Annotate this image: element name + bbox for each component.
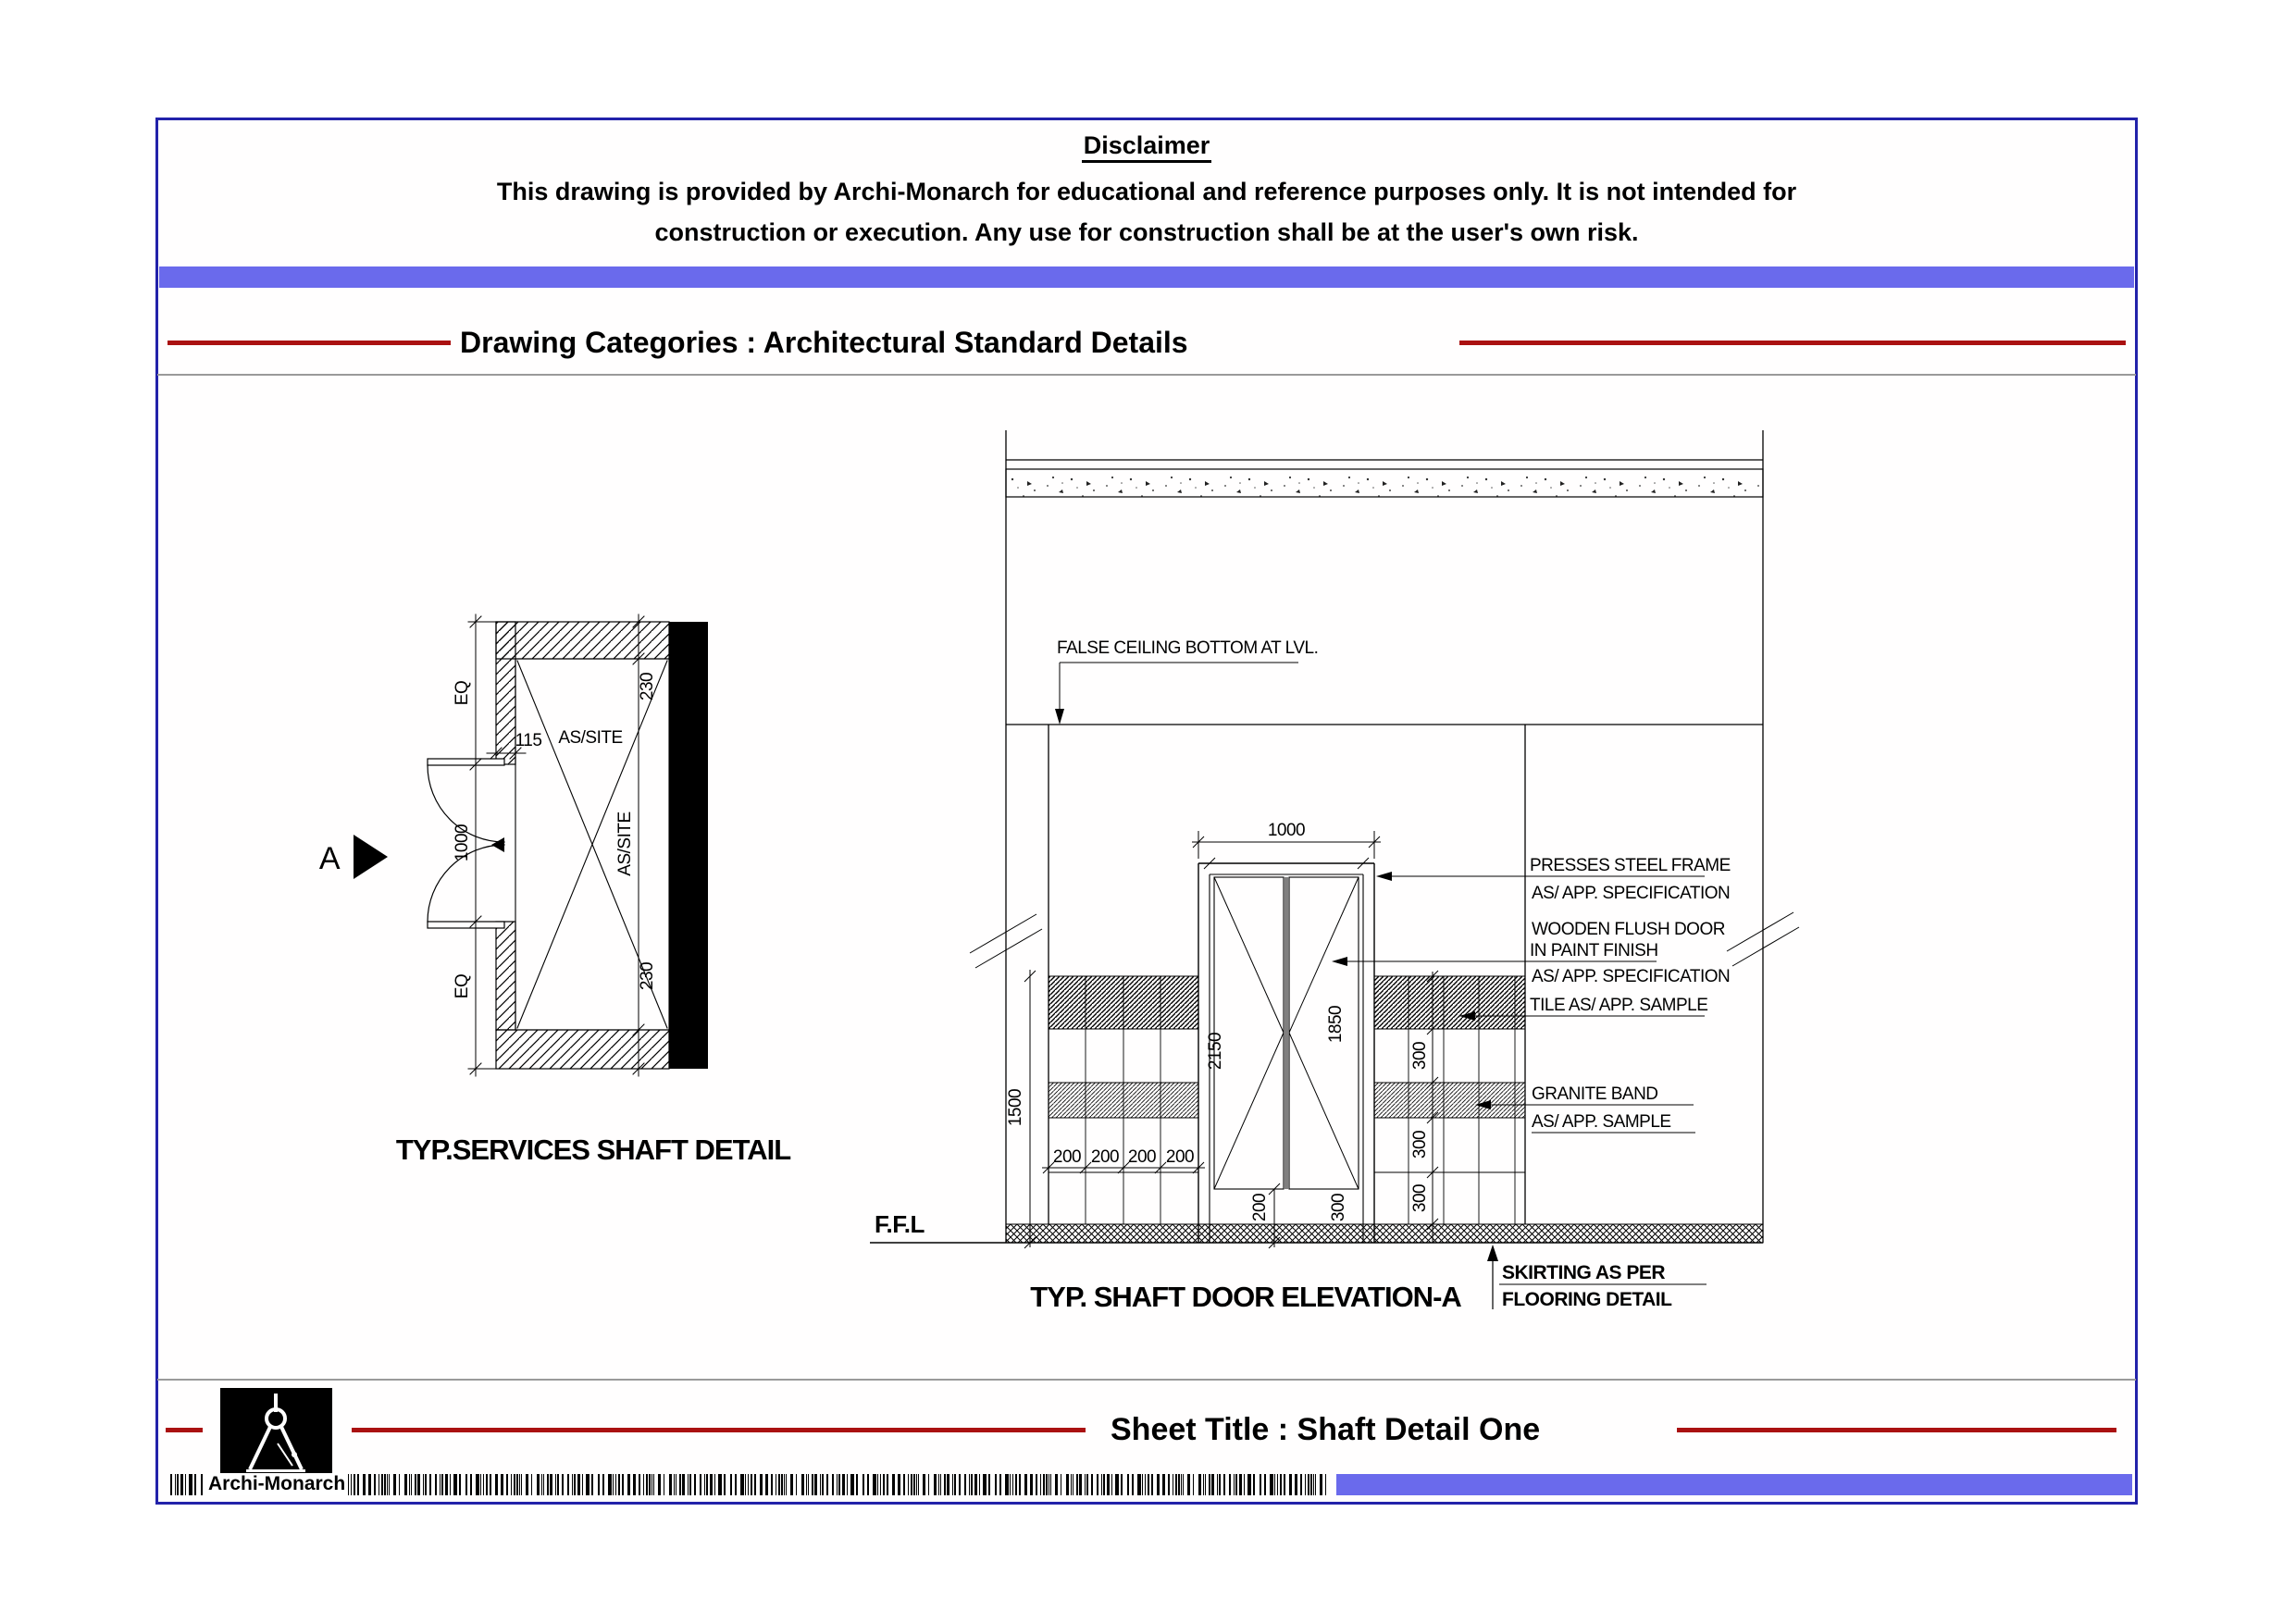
plan-dim-slab-bottom: 230	[638, 961, 657, 991]
brand-logo	[220, 1388, 332, 1477]
plan-dim-eq-bottom: EQ	[453, 973, 472, 999]
category-title: Drawing Categories : Architectural Standard Details	[460, 326, 1188, 359]
footer-rule-left	[352, 1428, 1086, 1432]
elevation-dim-1850: 1850	[1326, 1005, 1346, 1044]
footer-rule-dash	[166, 1428, 203, 1432]
plan-dim-eq-top: EQ	[453, 680, 472, 706]
compass-icon	[220, 1388, 332, 1477]
elevation-note-skirting	[1487, 1245, 1706, 1310]
plan-dim-slab-top: 230	[638, 672, 657, 701]
plan-dim-wall-thickness: 115	[515, 731, 542, 750]
elevation-note-frame	[1376, 856, 1731, 903]
elevation-note-false-ceiling	[1055, 638, 1318, 725]
disclaimer-text-line2: construction or execution. Any use for construction shall be at the user's own risk.	[654, 218, 1639, 246]
plan-black-wall	[669, 622, 708, 1069]
leader-arrow-left-icon	[1332, 957, 1347, 966]
svg-text:GRANITE BAND: GRANITE BAND	[1532, 1084, 1658, 1104]
elevation-dim-200-col3: 200	[1127, 1147, 1157, 1167]
svg-text:PRESSES STEEL FRAME: PRESSES STEEL FRAME	[1530, 856, 1731, 875]
plan-title: TYP.SERVICES SHAFT DETAIL	[395, 1134, 791, 1166]
elevation-dim-wall-height	[1024, 970, 1036, 1248]
svg-text:AS/ APP. SAMPLE: AS/ APP. SAMPLE	[1532, 1112, 1671, 1132]
svg-text:WOODEN FLUSH DOOR: WOODEN FLUSH DOOR	[1532, 920, 1725, 939]
elevation-dim-300-row1: 300	[1410, 1041, 1430, 1071]
plan-services-shaft-detail	[319, 614, 790, 1166]
sheet-title: Sheet Title : Shaft Detail One	[1111, 1412, 1541, 1447]
elevation-dim-300-row2: 300	[1410, 1130, 1430, 1159]
plan-dim-opening: 1000	[453, 824, 472, 862]
svg-text:AS/ APP. SPECIFICATION: AS/ APP. SPECIFICATION	[1532, 884, 1731, 903]
elevation-dim-200-bottom: 200	[1250, 1193, 1270, 1222]
footer-accent-bar	[1336, 1474, 2132, 1495]
disclaimer-heading: Disclaimer	[155, 131, 2138, 160]
elevation-shaft-door	[870, 430, 1799, 1313]
plan-label-as-site-v: AS/SITE	[615, 812, 635, 876]
elevation-dim-1500: 1500	[1006, 1088, 1025, 1127]
elevation-dim-200-col4: 200	[1165, 1147, 1195, 1167]
elevation-ffl-label: F.F.L	[875, 1210, 925, 1238]
elevation-dim-300-bottom: 300	[1329, 1193, 1348, 1222]
leader-arrow-down-icon	[1055, 709, 1064, 725]
svg-text:FLOORING DETAIL: FLOORING DETAIL	[1502, 1289, 1672, 1310]
svg-text:TILE AS/ APP. SAMPLE: TILE AS/ APP. SAMPLE	[1530, 996, 1708, 1015]
brand-name: Archi-Monarch	[205, 1473, 348, 1495]
elevation-slab	[1006, 460, 1763, 497]
leader-arrow-up-icon	[1487, 1245, 1498, 1261]
footer-rule-right	[1677, 1428, 2116, 1432]
elevation-dim-1000: 1000	[1267, 821, 1306, 840]
svg-text:FALSE CEILING BOTTOM AT LVL.: FALSE CEILING BOTTOM AT LVL.	[1057, 638, 1319, 658]
elevation-dim-2150: 2150	[1206, 1032, 1225, 1071]
plan-section-letter: A	[318, 841, 341, 876]
svg-text:IN PAINT FINISH: IN PAINT FINISH	[1530, 941, 1658, 960]
disclaimer-text-line1: This drawing is provided by Archi-Monarch for educational and reference purposes only. It is not intended for	[496, 178, 1797, 205]
elevation-skirting-band	[1006, 1224, 1763, 1243]
plan-label-as-site-h: AS/SITE	[558, 728, 623, 748]
elevation-dim-300-row3: 300	[1410, 1183, 1430, 1213]
elevation-dim-200-col1: 200	[1052, 1147, 1082, 1167]
svg-text:SKIRTING AS PER: SKIRTING AS PER	[1502, 1262, 1666, 1283]
svg-text:AS/ APP. SPECIFICATION: AS/ APP. SPECIFICATION	[1532, 967, 1731, 986]
section-arrow-icon	[354, 835, 388, 879]
leader-arrow-left-icon	[1376, 872, 1392, 881]
footer-separator	[157, 1379, 2136, 1381]
elevation-dim-200-col2: 200	[1090, 1147, 1120, 1167]
elevation-title: TYP. SHAFT DOOR ELEVATION-A	[1030, 1281, 1461, 1313]
